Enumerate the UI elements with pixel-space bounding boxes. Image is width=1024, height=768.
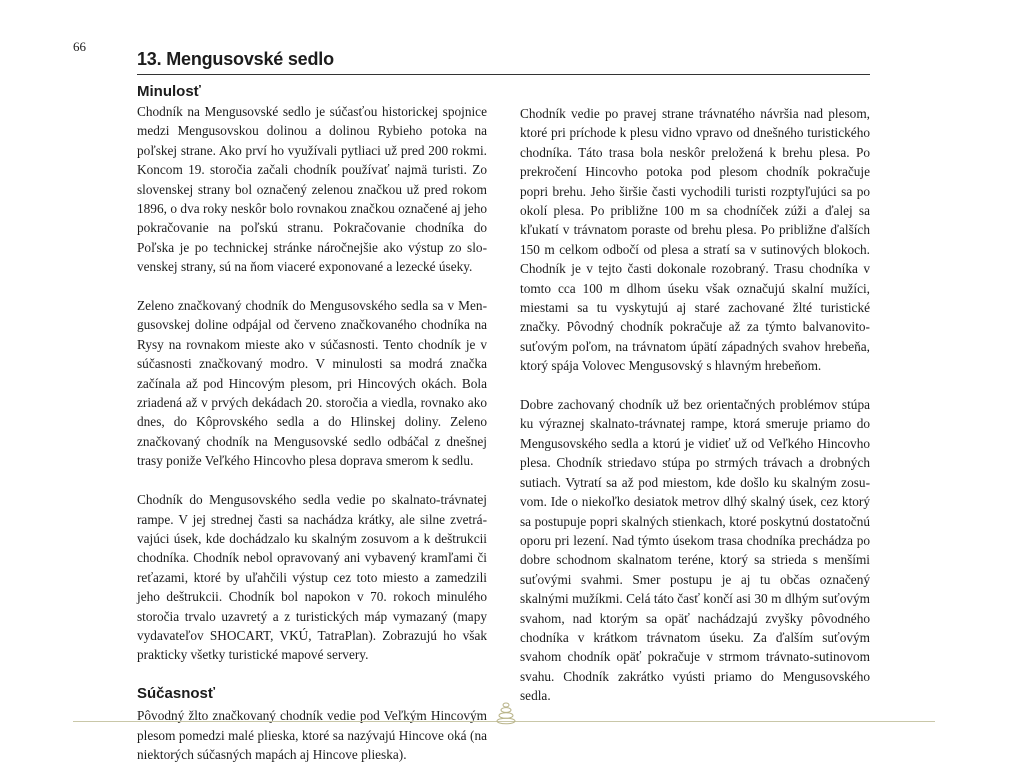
cairn-icon (493, 700, 519, 726)
right-column (520, 104, 870, 706)
left-column (137, 80, 487, 764)
paragraph: Chodník na Mengusovské sedlo je súčasťou historickej spojnice medzi Mengusovskou dolinou a dolinou Rybieho potoka na poľskej strane. Ako prví ho využívali pytliaci už pred 200 rokmi. Koncom 19. storočia začali chodník používať najmä turisti. Zo slovenskej strany bol označený zelenou značkou už pred rokom 1896, o dva roky neskôr bolo rovnakou značkou označené aj jeho pokračovanie na poľskú stranu. Pokračovanie chodníka do Poľska je po technickej stránke náročnejšie ako výstup zo slovenskej strany, sú na ňom viaceré exponované a lezecké úseky. (137, 104, 487, 275)
paragraph: Pôvodný žlto značkovaný chodník vedie pod Veľkým Hincovým plesom pomedzi malé plieska, ktoré sa nazývajú Hincove oká (na niektorých súčasných mapách aj Hincove plieska). (137, 708, 487, 762)
paragraph: Chodník vedie po pravej strane trávnatého návršia nad plesom, ktoré pri príchode k plesu vidno vpravo od dnešného turistického chodníka. Táto trasa bola neskôr preložená k brehu plesa. Po prekročení Hincovho potoka pod plesom chodník pokračuje popri brehu. Jeho širšie časti vychodili turisti rozptyľujúci sa po okolí plesa. Po približne 100 m sa chodníček zúži a ďalej sa kľukatí v trávnatom poraste od brehu plesa. Po približne ďalších 150 m celkom odbočí od plesa a stratí sa v sutinových blokoch. Chodník je v tejto časti dokonale rozobraný. Trasu chodníka v tomto cca 100 m dlhom úseku však označujú skalní mužíci, miestami sa tu vyskytujú aj staré zachované žlté turistické značky. Pôvodný chodník pokračuje až za týmto balvanovito-suťovým poľom, na trávnatom úpätí západných svahov hrebeňa, ktorý spája Volovec Mengusovský s hlavným hrebeňom. (520, 106, 870, 374)
paragraph: Dobre zachovaný chodník už bez orientačných problémov stúpa ku výraznej skalnato-trávnatej rampe, ktorá smeruje priamo do Mengusovského sedla a ktorú je vidieť už od Veľkého Hincovho plesa. Chodník striedavo stúpa po strmých trávach a drobných sutiach. Vytratí sa až pod miestom, kde došlo ku skalným zosuvom. Ide o niekoľko desiatok metrov dlhý skalný úsek, cez ktorý sa postupuje popri skalných stienkach, ktoré poskytnú dostatočnú oporu pri lezení. Nad týmto úsekom trasa chodníka prechádza po dobre schodnom skalnatom teréne, ktorý sa strieda s menšími suťovými svahmi. Smer postupu je aj tu občas označený skalnými mužíkmi. Celá táto časť končí asi 30 m dlhým suťovým svahom, nad ktorým sa opäť nachádzajú zvyšky pôvodného chodníka v krátkom trávnatom úseku. Za ďalším suťovým svahom chodník opäť pokračuje v strmom trávnato-sutinovom svahu. Chodník zakrátko vyústi priamo do Mengusovského sedla. (520, 397, 870, 704)
paragraph: Zeleno značkovaný chodník do Mengusovského sedla sa v Mengusovskej doline odpájal od červeno značkovaného chodníka na Rysy na rovnakom mieste ako v súčasnosti. Tento chodník je v súčasnosti značkovaný modro. V minulosti sa modrá značka začínala až pod Hincovým plesom, pri Hincových okách. Bola zriadená až v prvých dekádach 20. storočia a viedla, rovnako ako dnes, do Kôprovského sedla a do Hlinskej doliny. Zeleno značkovaný chodník na Mengusovské sedlo odbáčal z dnešnej trasy poniže Veľkého Hincovho plesa doprava smerom k sedlu. (137, 298, 487, 469)
section-heading-past: Minulosť (137, 83, 201, 100)
section-heading-present: Súčasnosť (137, 685, 216, 703)
page-number: 66 (73, 39, 86, 54)
chapter-title: 13. Mengusovské sedlo (137, 49, 334, 69)
paragraph: Chodník do Mengusovského sedla vedie po skalnato-trávnatej rampe. V jej strednej časti sa nachádza krátky, ale silne zvetrávajúci úsek, kde dochádzalo ku skalným zosuvom a k deštrukcii chodníka. Chodník nebol opravovaný ani vybavený kramľami či reťazami, ktoré by uľahčili výstup cez toto miesto a zamedzili jeho deštrukcii. Chodník bol napokon v 70. rokoch minulého storočia trvalo uzavretý a z turistických máp vymazaný (mapy vydavateľov SHOCART, VKÚ, TatraPlan). Zobrazujú ho však prakticky všetky turistické mapové servery. (137, 492, 487, 663)
title-rule (137, 74, 870, 75)
